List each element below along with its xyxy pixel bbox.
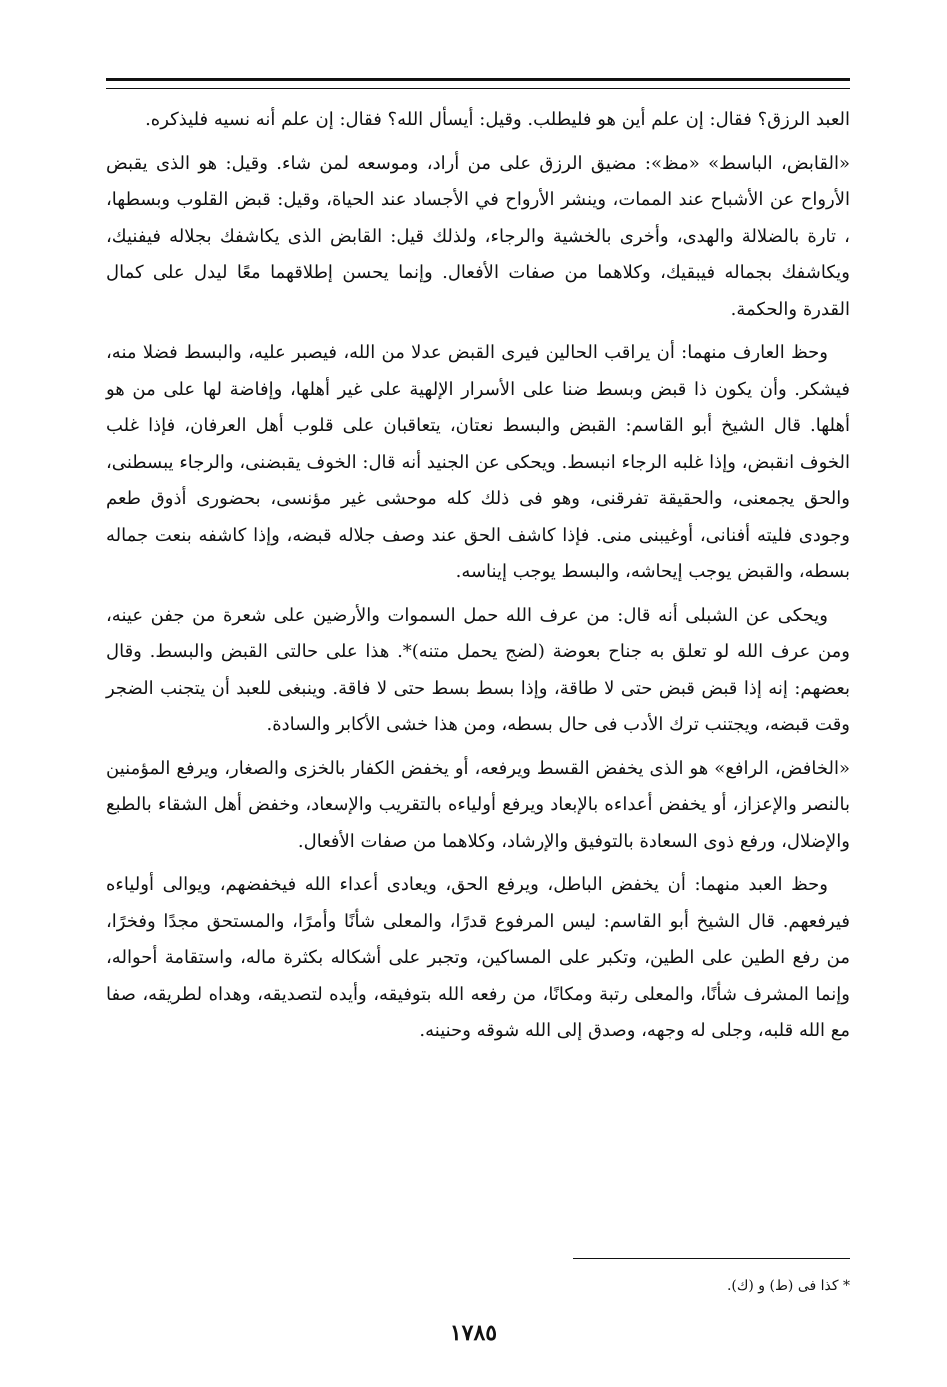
paragraph-3: وحظ العارف منهما: أن يراقب الحالين فيرى القبض عدلا من الله، فيصبر عليه، والبسط فضلا منه، فيشكر. وأن يكون ذا قبض وبسط ضنا على الأسرار الإلهية على غير أهلها، وإفاضة لها على من هو أهلها. قال الشيخ أبو القاسم: القبض والبسط نعتان، يتعاقبان على قلوب أهل العرفان، فإذا غلب الخوف انقبض، وإذا غلبه الرجاء انبسط. ويحكى عن الجنيد أنه قال: الخوف يقبضنى، والرجاء يبسطنى، والحق يجمعنى، والحقيقة تفرقنى، وهو فى ذلك كله موحشى غير مؤنسى، بحضورى أذوق طعم وجودى فليته أفنانى، أوغيبنى منى. فإذا كاشف الحق عند وصف جلاله قبضه، وإذا كاشفه بنعت جماله بسطه، والقبض يوجب إيحاشه، والبسط يوجب إيناسه. <box>106 342 850 582</box>
header-rule-thick <box>106 78 850 81</box>
footnote-rule <box>573 1258 850 1259</box>
paragraph-6: وحظ العبد منهما: أن يخفض الباطل، ويرفع الحق، ويعادى أعداء الله فيخفضهم، ويوالى أولياءه فيرفعهم. قال الشيخ أبو القاسم: ليس المرفوع قدرًا، والمعلى شأنًا وأمرًا، والمستحق مجدًا وفخرًا، من رفع الطين على الطين، وتكبر على المساكين، وتجبر على أشكاله بكثرة ماله، واستقامة أحواله، وإنما المشرف شأنًا، والمعلى رتبة ومكانًا، من رفعه الله بتوفيقه، وأيده لتصديقه، وهداه لطريقه، صفا مع الله قلبه، وجلى له وجهه، وصدق إلى الله شوقه وحنينه. <box>106 874 850 1041</box>
paragraph-2: «القابض، الباسط» «مظ»: مضيق الرزق على من أراد، وموسعه لمن شاء. وقيل: هو الذى يقبض الأرواح عن الأشباح عند الممات، وينشر الأرواح في الأجساد عند الحياة، وقيل: قبض القلوب وبسطها، ، تارة بالضلالة والهدى، وأخرى بالخشية والرجاء، ولذلك قيل: القابض الذى يكاشفك بجلاله فيفنيك، ويكاشفك بجماله فيبقيك، وكلاهما من صفات الأفعال. وإنما يحسن إطلاقهما معًا ليدل على كمال القدرة والحكمة. <box>106 152 850 320</box>
header-rule-thin <box>106 88 850 89</box>
page-number: ١٧٨٥ <box>449 1320 498 1346</box>
paragraph-1: العبد الرزق؟ فقال: إن علم أين هو فليطلب. وقيل: أيسأل الله؟ فقال: إن علم أنه نسيه فليذكره. <box>145 109 850 130</box>
paragraph-5: «الخافض، الرافع» هو الذى يخفض القسط ويرفعه، أو يخفض الكفار بالخزى والصغار، ويرفع المؤمنين بالنصر والإعزاز، أو يخفض أعداءه بالإبعاد ويرفع أولياءه بالتقريب والإسعاد، وخفض أهل الشقاء بالطبع والإضلال، ورفع ذوى السعادة بالتوفيق والإرشاد، وكلاهما من صفات الأفعال. <box>106 757 850 852</box>
paragraph-4: ويحكى عن الشبلى أنه قال: من عرف الله حمل السموات والأرضين على شعرة من جفن عينه، ومن عرف الله لو تعلق به جناح بعوضة (لضج يحمل متنه)*. هذا على حالتى القبض والبسط. وقال بعضهم: إنه إذا قبض قبض حتى لا طاقة، وإذا بسط بسط حتى لا فاقة. وينبغى للعبد أن يتجنب الضجر وقت قبضه، ويجتنب ترك الأدب فى حال بسطه، ومن هذا خشى الأكابر والسادة. <box>106 604 850 735</box>
footnote: * كذا فى (ط) و (ك). <box>726 1278 850 1294</box>
body-text <box>106 102 850 1057</box>
